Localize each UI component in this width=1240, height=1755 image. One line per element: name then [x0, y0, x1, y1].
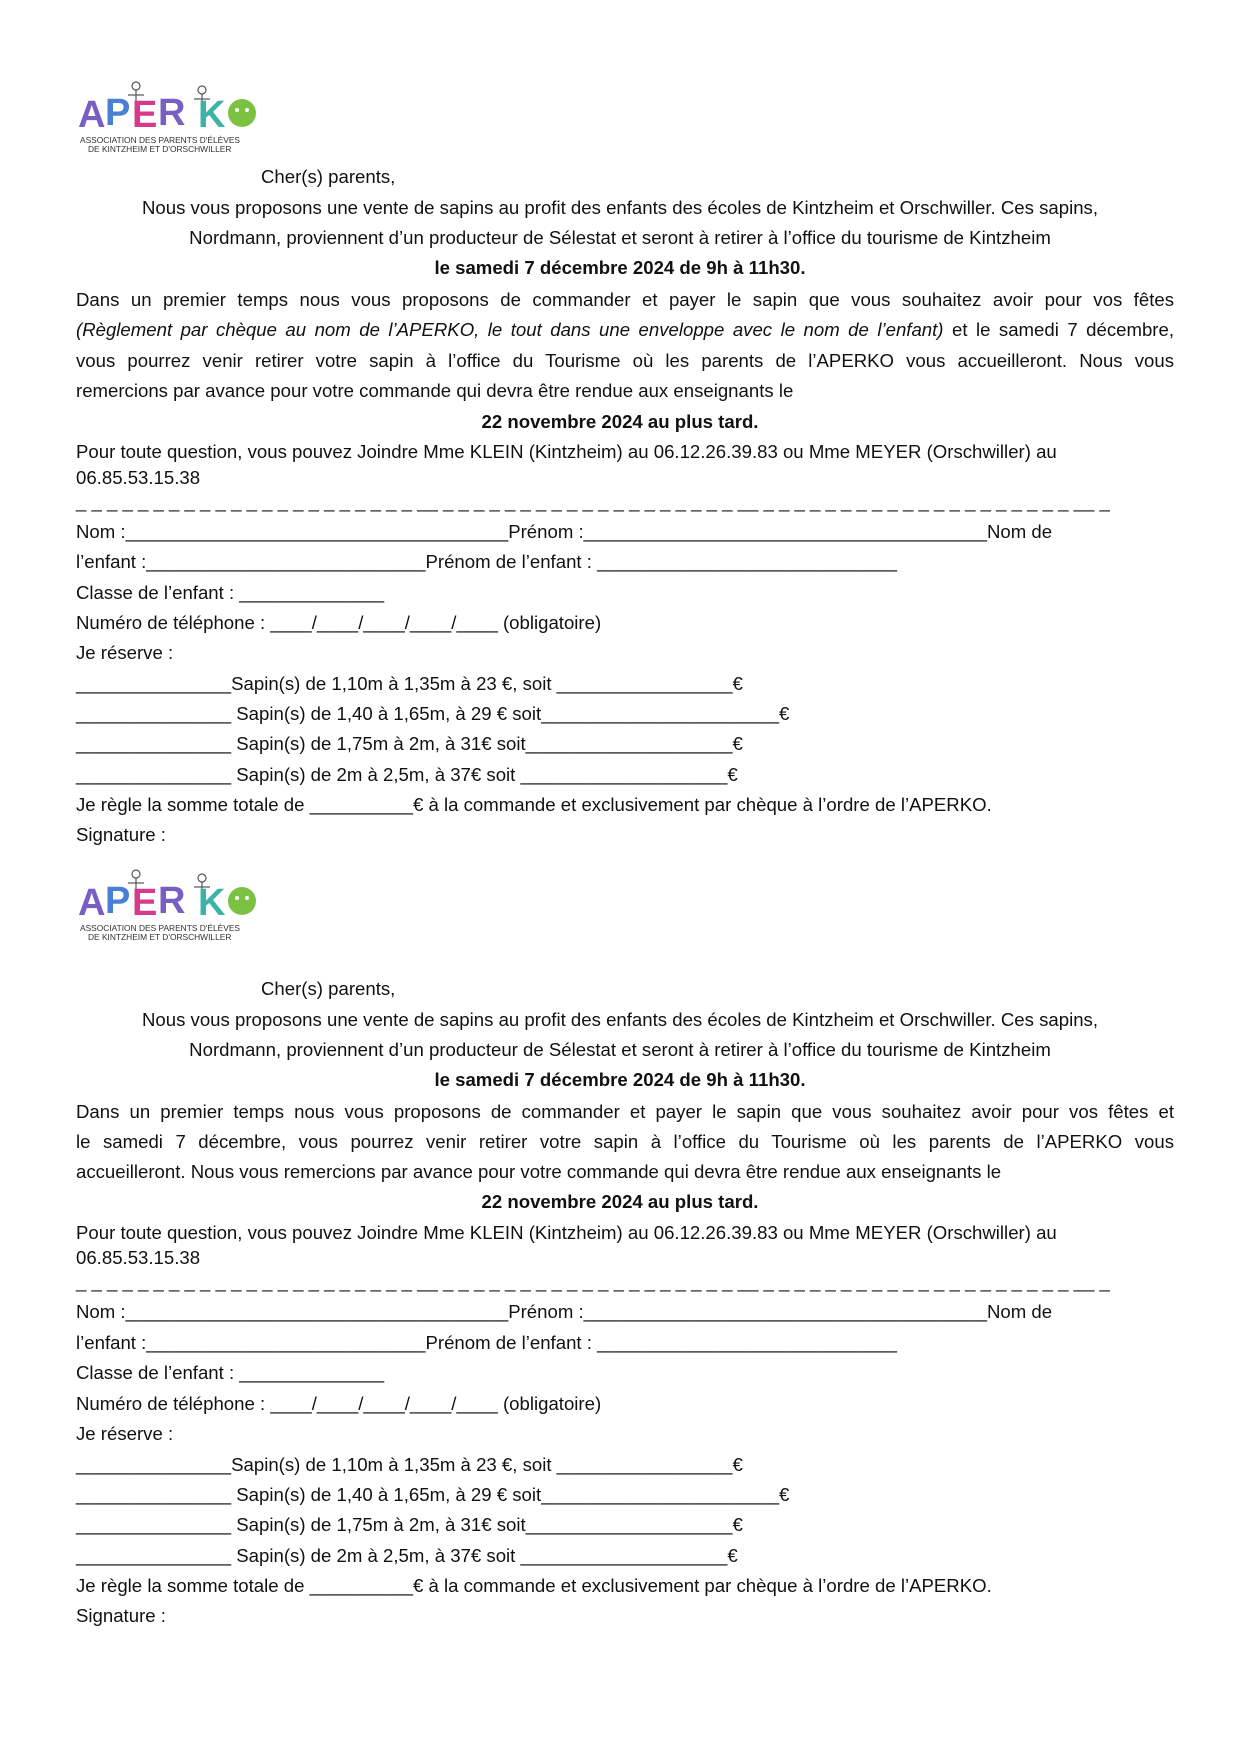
paragraph-line-1: Dans un premier temps nous vous proposons de commander et payer le sapin que vous souhaitez avoir pour vos fêtes	[76, 289, 1174, 310]
svg-text:DE KINTZHEIM ET D'ORSCHWILLER: DE KINTZHEIM ET D'ORSCHWILLER	[88, 932, 232, 942]
svg-text:P: P	[105, 880, 131, 922]
svg-text:A: A	[78, 882, 106, 924]
svg-text:P: P	[105, 92, 131, 134]
option-row: _______________ Sapin(s) de 1,75m à 2m, à 31€ soit____________________€	[76, 1514, 743, 1535]
paragraph-line-1: Dans un premier temps nous vous proposons de commander et payer le sapin que vous souhaitez avoir pour vos fêtes et	[76, 1101, 1174, 1122]
paragraph-line-4: remercions par avance pour votre commande qui devra être rendue aux enseignants le	[76, 380, 794, 401]
payment-note: (Règlement par chèque au nom de l’APERKO, le tout dans une enveloppe avec le nom de l’enfant)	[76, 319, 944, 340]
cut-line: _ _ _ _ _ _ _ _ _ _ _ _ _ _ _ _ _ _ _ _ _ _ __ _ _ _ _ _ _ _ _ _ _ _ _ _ _ _ _ _ _ _ __ _ _ _ _ _ _ _ _ _ _ _ _ _ _ _ _ _ _ _ _ __ _	[76, 491, 1110, 512]
classe-field: Classe de l’enfant : ______________	[76, 1362, 385, 1383]
option-row: _______________ Sapin(s) de 1,75m à 2m, à 31€ soit____________________€	[76, 733, 743, 754]
pickup-date: le samedi 7 décembre 2024 de 9h à 11h30.	[434, 1069, 806, 1090]
signature-label: Signature :	[76, 824, 166, 845]
enfant-field: l’enfant :___________________________Prénom de l’enfant : _____________________________	[76, 1332, 897, 1353]
svg-text:K: K	[198, 94, 226, 136]
telephone-field: Numéro de téléphone : ____/____/____/____/____ (obligatoire)	[76, 612, 602, 633]
telephone-field: Numéro de téléphone : ____/____/____/____/____ (obligatoire)	[76, 1393, 602, 1414]
intro-line-1: Nous vous proposons une vente de sapins au profit des enfants des écoles de Kintzheim et Orschwiller. Ces sapins,	[141, 197, 1099, 218]
svg-text:K: K	[198, 882, 226, 924]
paragraph-line-2	[76, 318, 1174, 342]
contact-line-1: Pour toute question, vous pouvez Joindre Mme KLEIN (Kintzheim) au 06.12.26.39.83 ou Mme MEYER (Orschwiller) au	[76, 1222, 1057, 1243]
option-row: _______________ Sapin(s) de 2m à 2,5m, à 37€ soit ____________________€	[76, 764, 738, 785]
svg-text:ASSOCIATION DES PARENTS D'ÉLÈV: ASSOCIATION DES PARENTS D'ÉLÈVES	[80, 923, 240, 933]
svg-text:E: E	[132, 94, 158, 136]
cut-line: _ _ _ _ _ _ _ _ _ _ _ _ _ _ _ _ _ _ _ _ _ _ __ _ _ _ _ _ _ _ _ _ _ _ _ _ _ _ _ _ _ _ __ _ _ _ _ _ _ _ _ _ _ _ _ _ _ _ _ _ _ _ _ __ _	[76, 1271, 1110, 1292]
paragraph-line-2-rest: et le samedi 7 décembre,	[943, 319, 1174, 340]
option-row: _______________Sapin(s) de 1,10m à 1,35m à 23 €, soit _________________€	[76, 673, 743, 694]
nom-prenom-field: Nom :_____________________________________Prénom :_______________________________________Nom de	[76, 521, 1053, 542]
intro-line-2: Nordmann, proviennent d’un producteur de Sélestat et seront à retirer à l’office du tourisme de Kintzheim	[189, 227, 1051, 248]
total-line: Je règle la somme totale de __________€ à la commande et exclusivement par chèque à l’ordre de l’APERKO.	[76, 794, 992, 815]
classe-field: Classe de l’enfant : ______________	[76, 582, 385, 603]
option-row: _______________ Sapin(s) de 2m à 2,5m, à 37€ soit ____________________€	[76, 1545, 738, 1566]
intro-line-2: Nordmann, proviennent d’un producteur de Sélestat et seront à retirer à l’office du tourisme de Kintzheim	[189, 1039, 1051, 1060]
intro-line-1: Nous vous proposons une vente de sapins au profit des enfants des écoles de Kintzheim et Orschwiller. Ces sapins,	[141, 1009, 1099, 1030]
option-row: _______________Sapin(s) de 1,10m à 1,35m à 23 €, soit _________________€	[76, 1454, 743, 1475]
deadline: 22 novembre 2024 au plus tard.	[481, 1191, 759, 1212]
svg-text:E: E	[132, 882, 158, 924]
reserve-label: Je réserve :	[76, 1423, 174, 1444]
contact-line-1: Pour toute question, vous pouvez Joindre Mme KLEIN (Kintzheim) au 06.12.26.39.83 ou Mme MEYER (Orschwiller) au	[76, 441, 1057, 462]
aperko-logo	[78, 80, 263, 158]
greeting: Cher(s) parents,	[261, 166, 396, 187]
svg-text:A: A	[78, 94, 106, 136]
pickup-date: le samedi 7 décembre 2024 de 9h à 11h30.	[434, 257, 806, 278]
option-row: _______________ Sapin(s) de 1,40 à 1,65m, à 29 € soit_______________________€	[76, 703, 790, 724]
svg-text:DE KINTZHEIM ET D'ORSCHWILLER: DE KINTZHEIM ET D'ORSCHWILLER	[88, 144, 232, 154]
deadline: 22 novembre 2024 au plus tard.	[481, 411, 759, 432]
paragraph-line-3: accueilleront. Nous vous remercions par avance pour votre commande qui devra être rendue aux enseignants le	[76, 1161, 1002, 1182]
enfant-field: l’enfant :___________________________Prénom de l’enfant : _____________________________	[76, 551, 897, 572]
greeting: Cher(s) parents,	[261, 978, 396, 999]
paragraph-line-3: vous pourrez venir retirer votre sapin à l’office du Tourisme où les parents de l’APERKO vous accueilleront. Nous vous	[76, 350, 1174, 371]
svg-text:ASSOCIATION DES PARENTS D'ÉLÈV: ASSOCIATION DES PARENTS D'ÉLÈVES	[80, 135, 240, 145]
reserve-label: Je réserve :	[76, 642, 174, 663]
aperko-logo	[78, 868, 263, 946]
contact-line-2: 06.85.53.15.38	[76, 467, 201, 488]
nom-prenom-field: Nom :_____________________________________Prénom :_______________________________________Nom de	[76, 1301, 1053, 1322]
signature-label: Signature :	[76, 1605, 166, 1626]
option-row: _______________ Sapin(s) de 1,40 à 1,65m, à 29 € soit_______________________€	[76, 1484, 790, 1505]
contact-line-2: 06.85.53.15.38	[76, 1247, 201, 1268]
svg-text:R: R	[158, 92, 186, 134]
svg-text:R: R	[158, 880, 186, 922]
total-line: Je règle la somme totale de __________€ à la commande et exclusivement par chèque à l’ordre de l’APERKO.	[76, 1575, 992, 1596]
paragraph-line-2: le samedi 7 décembre, vous pourrez venir retirer votre sapin à l’office du Tourisme où les parents de l’APERKO vous	[76, 1131, 1174, 1152]
